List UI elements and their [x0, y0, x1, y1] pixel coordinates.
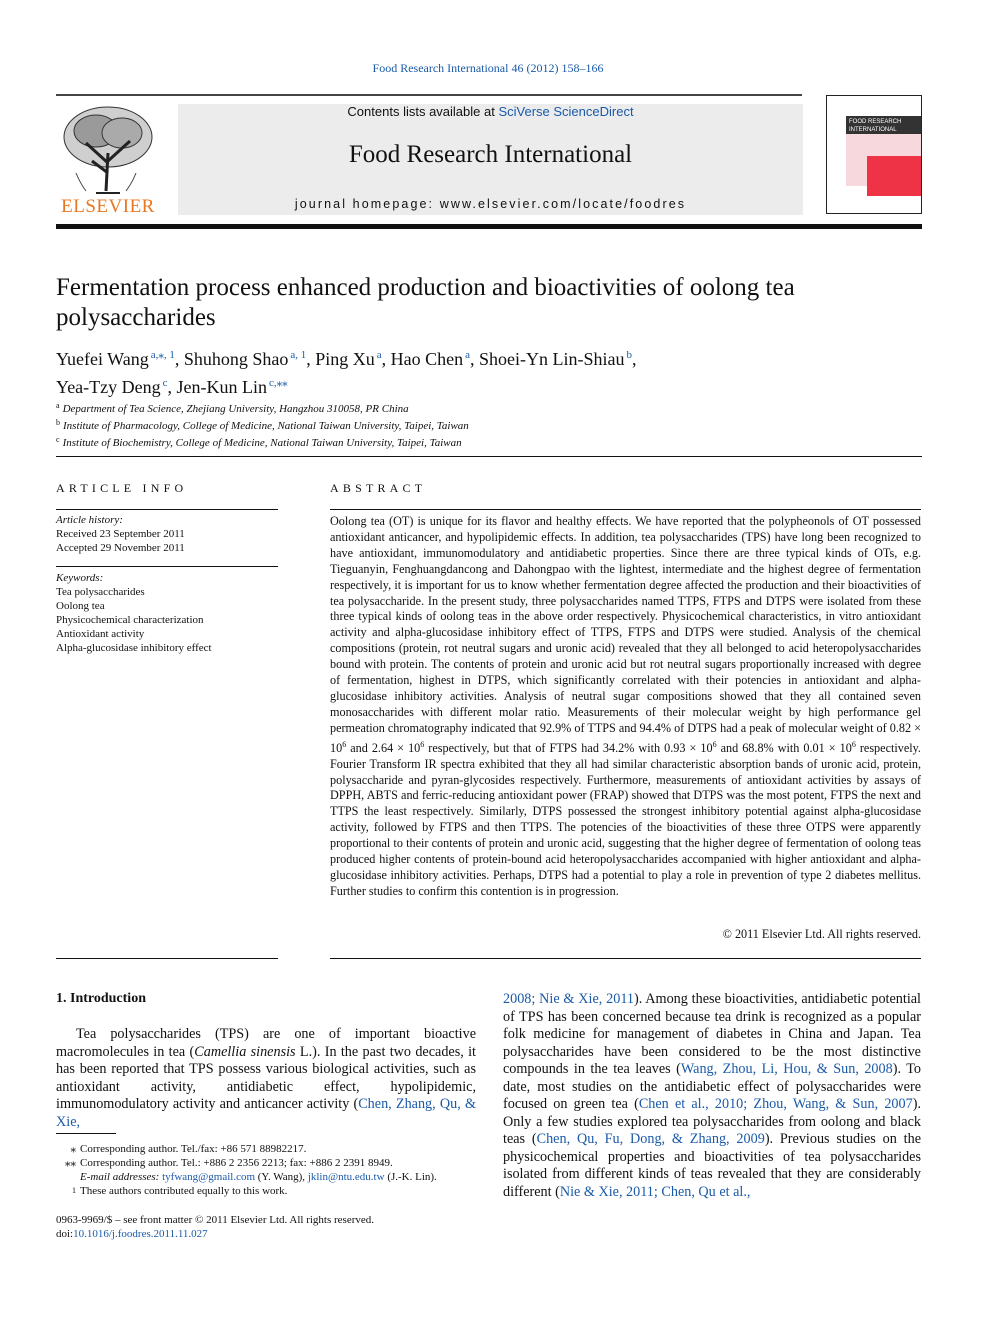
- keyword: Oolong tea: [56, 600, 105, 612]
- author-affil-mark[interactable]: b: [626, 349, 633, 361]
- citation-link[interactable]: Chen, Qu, Fu, Dong, & Zhang, 2009: [536, 1131, 765, 1147]
- abstract-heading: ABSTRACT: [330, 481, 427, 495]
- affiliation: $^a$ Department of Tea Science, Zhejiang University, Hangzhou 310058, PR China: [56, 401, 409, 415]
- author-name: Ping Xu: [315, 349, 375, 369]
- citation-link[interactable]: Nie & Xie, 2011; Chen, Qu et al.,: [559, 1183, 751, 1200]
- affiliation: $^b$ Institute of Pharmacology, College of Medicine, National Taiwan University, Taipei, Taiwan: [56, 418, 469, 432]
- history-label: Article history:: [56, 514, 123, 526]
- cover-title: FOOD RESEARCH INTERNATIONAL: [846, 116, 922, 134]
- info-bottom-rule: [56, 958, 278, 959]
- abstract-rule: [330, 509, 921, 510]
- journal-homepage[interactable]: journal homepage: www.elsevier.com/locate/foodres: [294, 197, 687, 211]
- footnote: 1 These authors contributed equally to this work.: [72, 1185, 288, 1197]
- footnote-emails: E-mail addresses: tyfwang@gmail.com (Y. Wang), jklin@ntu.edu.tw (J.-K. Lin).: [80, 1171, 437, 1183]
- author-affil-mark[interactable]: a, 1: [290, 349, 307, 361]
- footnotes: [56, 1142, 476, 1198]
- footnote: ⁎⁎ Corresponding author. Tel.: +886 2 2356 2213; fax: +886 2 2391 8949.: [65, 1157, 393, 1169]
- doi-line: doi:10.1016/j.foodres.2011.11.027: [56, 1228, 208, 1240]
- accepted-date: Accepted 29 November 2011: [56, 542, 185, 554]
- intro-paragraph-right: 2008; Nie & Xie, 2011). Among these bioactivities, antidiabetic potential of TPS has been concerned because tea drink is recognized as a popular folk medicine for management of diabetes in China and Japan. Tea polysaccharides have been considered to be the most distinctive compounds in the tea leaves (Wang, Zhou, Li, Hou, & Sun, 2008). To date, most studies on the antidiabetic effect of polysaccharides were focused on green tea (Chen et al., 2010; Zhou, Wang, & Sun, 2007). Only a few studies explored tea polysaccharides from oolong and black teas (Chen, Qu, Fu, Dong, & Zhang, 2009). Previous studies on the physicochemical properties and bioactivities of tea polysaccharides isolated from different kinds of teas revealed that they are considerably different (Nie & Xie, 2011; Chen, Qu et al.,: [503, 991, 922, 1200]
- header-top-rule: [56, 94, 802, 96]
- email-link[interactable]: tyfwang@gmail.com: [162, 1171, 256, 1183]
- keyword: Antioxidant activity: [56, 628, 145, 640]
- footnote-rule: [56, 1133, 116, 1134]
- citation-link[interactable]: 2008; Nie & Xie, 2011: [503, 991, 634, 1007]
- elsevier-wordmark: ELSEVIER: [61, 196, 155, 217]
- info-rule: [56, 566, 278, 567]
- citation-link[interactable]: Chen, Zhang, Qu, & Xie,: [56, 1096, 476, 1130]
- keywords-label: Keywords:: [56, 572, 104, 584]
- journal-name: Food Research International: [348, 141, 633, 168]
- author-affil-mark[interactable]: a: [465, 349, 471, 361]
- front-matter-line: 0963-9969/$ – see front matter © 2011 Elsevier Ltd. All rights reserved.: [56, 1214, 375, 1226]
- abstract-text: Oolong tea (OT) is unique for its flavor and healthy effects. We have reported that the polypheonols of OT possessed antioxidant anticancer, and hypolipidemic effects. In addition, tea polysaccharides (TPS) have long been recognized to have antioxidant, immunomodulatory and antidiabetic properties. Since there are three typical kinds of OTs, e.g. Tieguanyin, Fenghuangdancong and Dahongpao with the lightest, intermediate and the highest degree of fermentation respectively, it is important for us to know whether fermentation degree affected the production and their bioactivities of tea polysaccharide. In the present study, three polysaccharides named TTPS, FTPS and DTPS were isolated from these three typical kinds of oolong teas in the above order respectively. Physicochemical characteristics, in vitro antioxidant activity and alpha-glucosidase inhibitory effect of TTPS, FTPS and DTPS were studied. Analysis of the chemical compositions (protein, rot neutral sugars and uronic acid) revealed that they all belonged to acid heteropolysaccharides bound with protein. The contents of protein and uronic acid but rot neutral sugars proportionally increased with degree of fermentation, highest in DTPS, which significantly correlated with their potencies in antioxidant and alpha-glucosidase inhibitory activities. Analysis of neutral sugar compositions showed that they all contained seven monosaccharides with different molar ratio. Measurements of their molecular weight by high performance gel permeation chromatography indicated that 92.9% of TTPS and 94.4% of DTPS had a peak of molecular weight of $0.82 \times 10^6$ and $2.64 \times 10^6$ respectively, but that of FTPS had 34.2% with $0.93 \times 10^6$ and 68.8% with $0.01 \times 10^6$ respectively. Fourier Transform IR spectra exhibited that they all had similar characteristic absorption bands of uronic acid, protein, polysaccharide and pyran-glycosides respectively. Furthermore, measurements of antioxidant activities by assays of DPPH, ABTS and ferric-reducing antioxidant power (FRAP) showed that DTPS was the most potent, FTPS the next and TTPS the least respectively. Similarly, DTPS possessed the strongest inhibitory potential against alpha-glucosidase activity, followed by FTPS and then TTPS. The potencies of the bioactivities of these three OTPS were apparently proportional to their contents of protein and uronic acid, suggesting that the higher degree of fermentation of oolong teas produced higher contents of protein-bound acid heteropolysaccharides accompanied with higher antioxidant and alpha-glucosidase inhibitory activities. Perhaps, DTPS had a potential to play a role in prevention of type 2 diabetes mellitus. Further studies to confirm this contention is in progression.: [330, 514, 921, 898]
- header-thick-rule: [56, 224, 922, 229]
- abstract-bottom-rule: [330, 958, 921, 959]
- author-name: Yuefei Wang: [56, 349, 149, 369]
- journal-citation[interactable]: Food Research International 46 (2012) 158–166: [372, 61, 604, 75]
- author-name: Jen-Kun Lin: [176, 377, 268, 397]
- intro-paragraph-left: Tea polysaccharides (TPS) are one of important bioactive macromolecules in tea (Camellia sinensis L.). In the past two decades, it has been reported that TPS possess various biological activities, such as antioxidant activity, antidiabetic effect, hypolipidemic, immunomodulatory activity and anticancer activity (Chen, Zhang, Qu, & Xie,: [56, 1026, 476, 1130]
- info-rule: [56, 509, 278, 510]
- author-affil-mark[interactable]: c,⁎⁎: [269, 377, 288, 389]
- citation-link[interactable]: Chen et al., 2010; Zhou, Wang, & Sun, 2007: [638, 1096, 913, 1112]
- received-date: Received 23 September 2011: [56, 528, 185, 540]
- contents-line: [178, 104, 803, 119]
- keywords: [56, 571, 278, 655]
- author-list: Yuefei Wang $^{a,⁎, 1}$, Shuhong Shao $^{a, 1}$, Ping Xu $^a$, Hao Chen $^a$, Shoei-Yn Lin-Shiau $^b$, Yea-Tzy Deng $^c$, Jen-Kun Lin $^{c,⁎⁎}$: [56, 349, 637, 397]
- author-affil-mark[interactable]: a: [376, 349, 382, 361]
- author-name: Shuhong Shao: [183, 349, 289, 369]
- author-name: Shoei-Yn Lin-Shiau: [479, 349, 625, 369]
- section-heading-introduction: 1. Introduction: [56, 991, 146, 1006]
- article-title: Fermentation process enhanced production and bioactivities of oolong tea polysaccharides: [56, 274, 795, 331]
- email-link[interactable]: jklin@ntu.edu.tw: [307, 1171, 385, 1183]
- author-affil-mark[interactable]: a,⁎, 1: [150, 349, 175, 361]
- affiliations: [56, 399, 469, 450]
- issn-block: [56, 1213, 374, 1241]
- affiliation: $^c$ Institute of Biochemistry, College of Medicine, National Taiwan University, Taipei, Taiwan: [56, 435, 462, 449]
- doi-link[interactable]: 10.1016/j.foodres.2011.11.027: [73, 1228, 208, 1240]
- keyword: Tea polysaccharides: [56, 586, 145, 598]
- affiliation-rule: [56, 456, 922, 457]
- author-affil-mark[interactable]: c: [162, 377, 168, 389]
- keyword: Alpha-glucosidase inhibitory effect: [56, 642, 212, 654]
- author-name: Yea-Tzy Deng: [56, 377, 161, 397]
- keyword: Physicochemical characterization: [56, 614, 204, 626]
- article-history: [56, 513, 278, 555]
- author-name: Hao Chen: [390, 349, 464, 369]
- article-info-heading: ARTICLE INFO: [56, 481, 188, 495]
- abstract-copyright: © 2011 Elsevier Ltd. All rights reserved.: [722, 927, 921, 941]
- contents-prefix: Contents lists available at: [347, 104, 499, 119]
- sciencedirect-link[interactable]: SciVerse ScienceDirect: [498, 104, 634, 119]
- footnote: ⁎ Corresponding author. Tel./fax: +86 571 88982217.: [70, 1143, 307, 1155]
- journal-cover-image: [826, 95, 922, 214]
- citation-link[interactable]: Wang, Zhou, Li, Hou, & Sun, 2008: [680, 1061, 893, 1077]
